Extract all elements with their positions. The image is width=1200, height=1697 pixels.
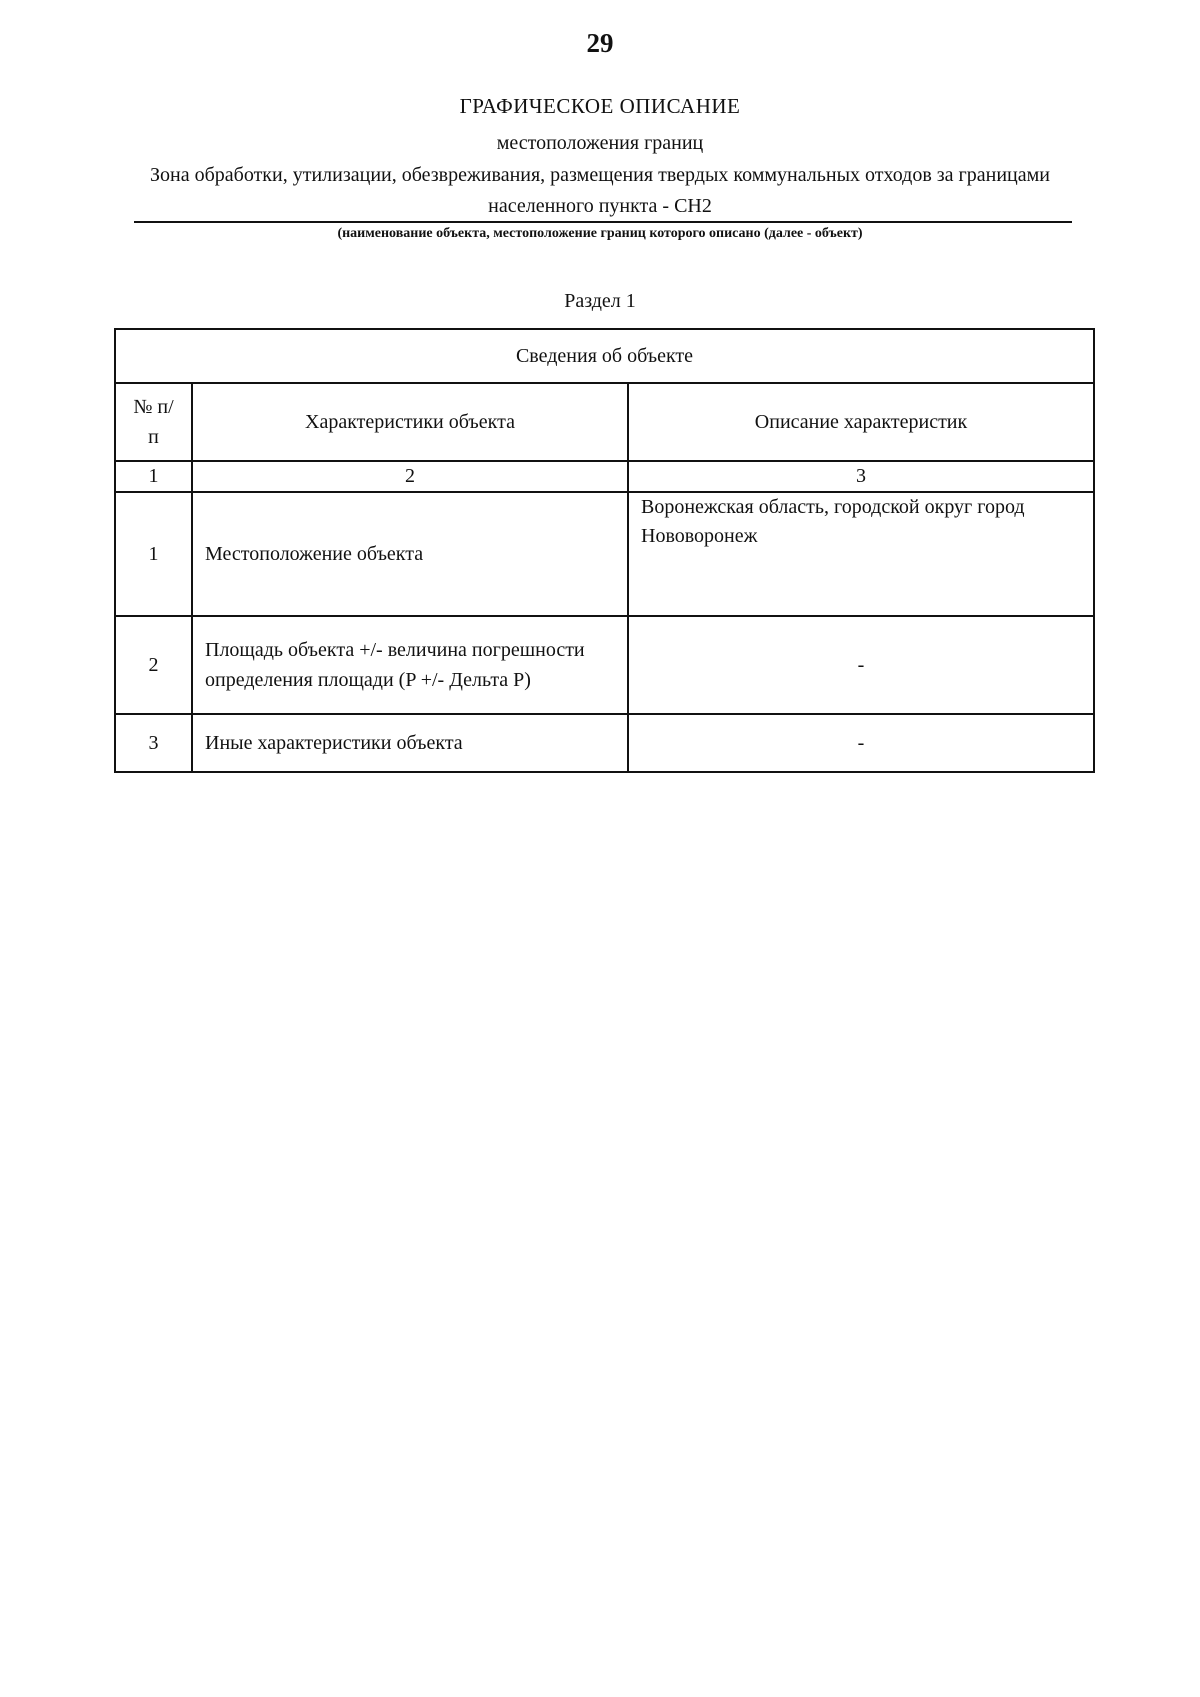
row-characteristic: Площадь объекта +/- величина погрешности определения площади (P +/- Дельта P): [192, 616, 628, 714]
row-characteristic: Иные характеристики объекта: [192, 714, 628, 772]
document-subtitle: местоположения границ: [496, 132, 704, 154]
row-characteristic: Местоположение объекта: [192, 492, 628, 616]
row-description: -: [628, 616, 1094, 714]
header-characteristic: Характеристики объекта: [192, 383, 628, 461]
column-numbers-row: [115, 461, 1094, 492]
object-name: Зона обработки, утилизации, обезвреживания, размещения твердых коммунальных отходов за границами населенного пункта - СН2: [150, 164, 1050, 217]
table-title: Сведения об объекте: [115, 329, 1094, 383]
header-num: № п/п: [115, 383, 192, 461]
object-info-table: [114, 328, 1095, 773]
column-number: 3: [628, 461, 1094, 492]
underline-rule: [134, 221, 1072, 223]
table-row: [115, 616, 1094, 714]
column-number: 1: [115, 461, 192, 492]
row-num: 3: [115, 714, 192, 772]
row-description: -: [628, 714, 1094, 772]
object-name-caption: (наименование объекта, местоположение границ которого описано (далее - объект): [337, 226, 863, 241]
page-number: 29: [586, 28, 614, 58]
row-num: 2: [115, 616, 192, 714]
section-label: Раздел 1: [564, 290, 636, 312]
header-description: Описание характеристик: [628, 383, 1094, 461]
table-row: [115, 492, 1094, 616]
row-description: Воронежская область, городской округ город Нововоронеж: [628, 492, 1094, 616]
row-num: 1: [115, 492, 192, 616]
document-title: ГРАФИЧЕСКОЕ ОПИСАНИЕ: [459, 94, 741, 118]
column-number: 2: [192, 461, 628, 492]
table-row: [115, 714, 1094, 772]
